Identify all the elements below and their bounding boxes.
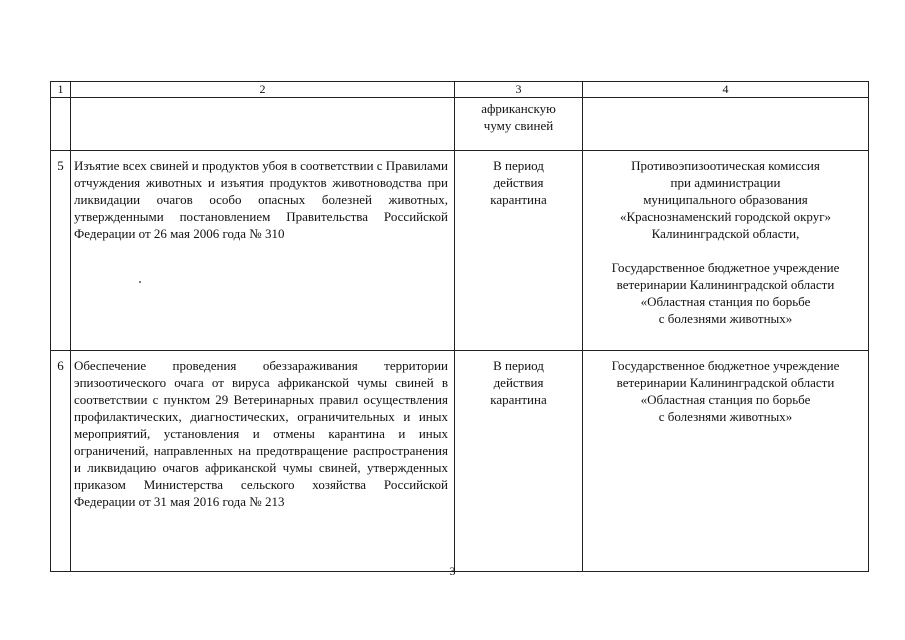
period-line: карантина — [490, 192, 547, 207]
table-header-row — [51, 82, 869, 98]
row-description: Обеспечение проведения обеззараживания территории эпизоотического очага от вируса африканской чумы свиней в соответствии с пунктом 29 Ветеринарных правил осуществления профилактических, диагностических, ограничительных и иных мероприятий, установления и отмены карантина и иных ограничений, направленных на предотвращение распространения и ликвидацию очагов африканской чумы свиней, утвержденных приказом Министерства сельского хозяйства Российской Федерации от 31 мая 2016 года № 213 — [71, 351, 455, 572]
header-col-4: 4 — [583, 82, 869, 98]
continuation-period-line: чуму свиней — [483, 118, 554, 133]
continuation-description-cell — [71, 98, 455, 151]
responsible-line: ветеринарии Калининградской области — [616, 375, 835, 390]
responsible-line: Противоэпизоотическая комиссия — [631, 158, 820, 173]
continuation-period-line: африканскую — [481, 101, 556, 116]
table-row-6 — [51, 351, 869, 572]
row-period — [455, 151, 583, 351]
row-number: 6 — [51, 351, 71, 572]
responsible-line: муниципального образования — [643, 192, 808, 207]
table-row-5 — [51, 151, 869, 351]
row-number: 5 — [51, 151, 71, 351]
header-col-2: 2 — [71, 82, 455, 98]
table-row-continuation — [51, 98, 869, 151]
responsible-line: ветеринарии Калининградской области — [616, 277, 835, 292]
period-line: В период — [493, 358, 544, 373]
responsible-line: «Областная станция по борьбе — [640, 392, 811, 407]
continuation-period-cell — [455, 98, 583, 151]
period-line: В период — [493, 158, 544, 173]
responsible-gap — [587, 242, 864, 259]
responsible-line: «Краснознаменский городской округ» — [619, 209, 832, 224]
header-col-3: 3 — [455, 82, 583, 98]
period-line: действия — [493, 175, 544, 190]
continuation-number-cell — [51, 98, 71, 151]
responsible-line: Калининградской области, — [651, 226, 800, 241]
responsible-line: с болезнями животных» — [658, 311, 793, 326]
responsible-line: с болезнями животных» — [658, 409, 793, 424]
responsible-line: «Областная станция по борьбе — [640, 294, 811, 309]
row-description: Изъятие всех свиней и продуктов убоя в соответствии с Правилами отчуждения животных и изъятия продуктов животноводства при ликвидации очагов особо опасных болезней животных, утвержденными постановлением Правительства Российской Федерации от 26 мая 2006 года № 310 — [71, 151, 455, 351]
responsible-line: Государственное бюджетное учреждение — [611, 260, 840, 275]
row-responsible — [583, 351, 869, 572]
period-line: карантина — [490, 392, 547, 407]
scan-speck — [139, 281, 141, 283]
measures-table — [50, 81, 869, 572]
row-period — [455, 351, 583, 572]
page-number: 3 — [449, 564, 456, 578]
continuation-responsible-cell — [583, 98, 869, 151]
responsible-line: при администрации — [670, 175, 781, 190]
period-line: действия — [493, 375, 544, 390]
row-responsible — [583, 151, 869, 351]
header-col-1: 1 — [51, 82, 71, 98]
responsible-line: Государственное бюджетное учреждение — [611, 358, 840, 373]
